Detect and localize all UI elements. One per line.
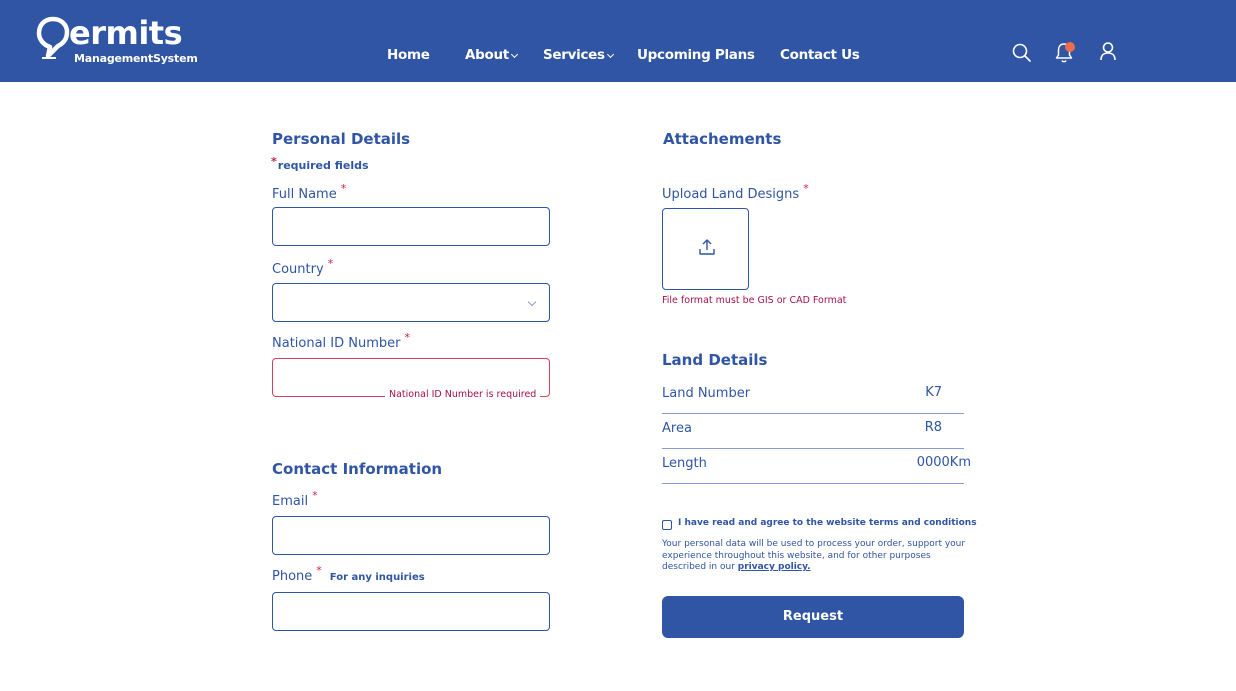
required-star: * xyxy=(316,564,322,577)
upload-label-text: Upload Land Designs xyxy=(662,187,800,202)
contact-information-title: Contact Information xyxy=(272,460,443,478)
chevron-down-icon xyxy=(607,51,614,58)
search-icon[interactable] xyxy=(1011,40,1033,64)
privacy-policy-link[interactable]: privacy policy. xyxy=(737,562,811,572)
land-value: R8 xyxy=(924,420,942,435)
email-label xyxy=(272,489,318,509)
nav-services[interactable] xyxy=(543,47,613,63)
upload-land-designs-label xyxy=(662,182,809,202)
phone-input[interactable] xyxy=(272,592,550,631)
land-details-title: Land Details xyxy=(662,351,768,369)
required-fields-text: required fields xyxy=(277,159,369,172)
logo-subtitle: ManagementSystem xyxy=(74,52,198,65)
nav-upcoming-plans[interactable] xyxy=(637,47,755,63)
land-row-length xyxy=(662,450,971,484)
nav-contact-us-label: Contact Us xyxy=(780,47,860,63)
privacy-text: Your personal data will be used to process your order, support your experience throughout this website, and for other purposes described in our xyxy=(662,539,966,572)
land-value: K7 xyxy=(925,385,942,400)
land-row-number xyxy=(662,380,964,414)
phone-note: For any inquiries xyxy=(329,572,425,583)
full-name-label-text: Full Name xyxy=(272,187,337,202)
privacy-notice xyxy=(662,539,972,574)
email-input[interactable] xyxy=(272,516,550,555)
land-key: Land Number xyxy=(662,386,751,401)
required-star: * xyxy=(327,257,334,270)
chevron-down-icon xyxy=(511,51,518,58)
user-icon[interactable] xyxy=(1097,40,1119,64)
top-navbar xyxy=(0,0,1236,82)
logo[interactable] xyxy=(36,14,196,70)
country-label-text: Country xyxy=(272,262,324,277)
nav-about-label: About xyxy=(465,47,509,63)
upload-icon xyxy=(697,237,717,257)
land-key: Area xyxy=(662,421,692,436)
nav-upcoming-plans-label: Upcoming Plans xyxy=(637,47,755,63)
required-star: * xyxy=(404,331,411,344)
land-key: Length xyxy=(662,456,707,471)
land-value: 0000Km xyxy=(916,455,971,470)
required-fields-note xyxy=(271,155,369,172)
terms-label[interactable]: I have read and agree to the website terms and conditions xyxy=(678,518,977,528)
personal-details-title: Personal Details xyxy=(272,130,411,148)
terms-checkbox[interactable] xyxy=(662,520,672,530)
country-select[interactable] xyxy=(272,283,550,322)
national-id-label xyxy=(272,331,411,351)
full-name-input[interactable] xyxy=(272,207,550,246)
required-star: * xyxy=(271,155,277,168)
phone-label-text: Phone xyxy=(272,569,313,584)
required-star: * xyxy=(340,182,347,195)
map-pin-logo-icon xyxy=(36,16,70,60)
nav-about[interactable] xyxy=(465,47,517,63)
notification-dot xyxy=(1065,42,1075,52)
nav-services-label: Services xyxy=(543,47,605,63)
national-id-label-text: National ID Number xyxy=(272,336,401,351)
required-star: * xyxy=(803,182,809,195)
country-label xyxy=(272,257,334,277)
nav-home-label: Home xyxy=(387,47,430,63)
file-format-note: File format must be GIS or CAD Format xyxy=(662,295,847,306)
upload-dropzone[interactable] xyxy=(662,208,749,290)
logo-word: ermits xyxy=(69,14,183,52)
national-id-error: National ID Number is required xyxy=(385,389,540,400)
phone-label xyxy=(272,564,425,584)
email-label-text: Email xyxy=(272,494,309,509)
attachments-title: Attachements xyxy=(663,130,782,148)
land-row-area xyxy=(662,415,964,449)
nav-home[interactable] xyxy=(387,47,430,63)
required-star: * xyxy=(312,489,318,502)
request-button[interactable]: Request xyxy=(662,596,964,638)
nav-contact-us[interactable] xyxy=(780,47,860,63)
full-name-label xyxy=(272,182,347,202)
